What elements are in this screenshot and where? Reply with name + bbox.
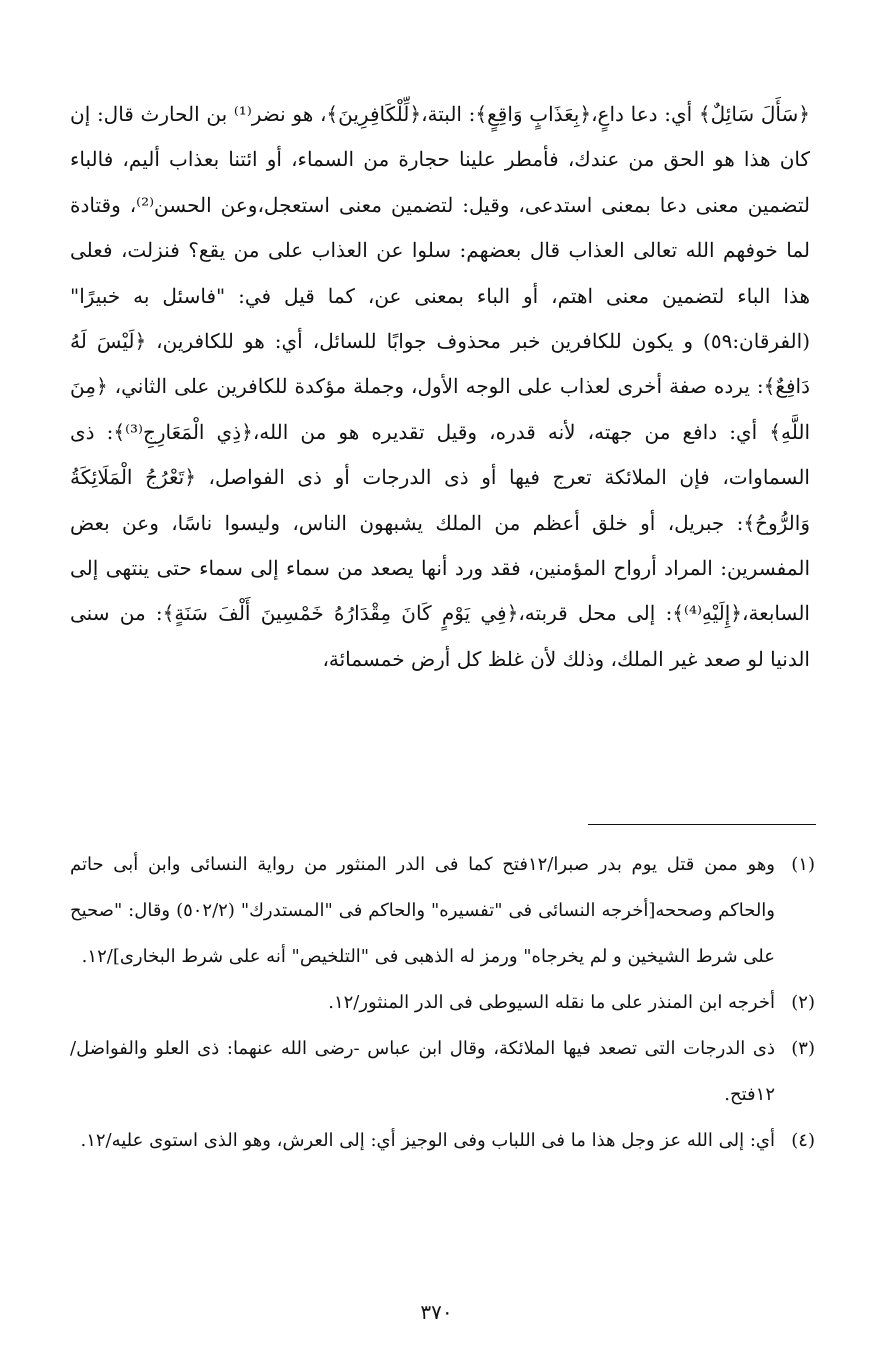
footnote-number: (٢) <box>791 992 815 1013</box>
page-number: ٣٧٠ <box>420 1300 453 1324</box>
main-text-block <box>70 92 810 682</box>
footnote-1 <box>70 842 815 980</box>
footnote-separator <box>588 824 816 825</box>
footnote-2 <box>70 980 815 1026</box>
footnote-text: أخرجه ابن المنذر على ما نقله السيوطى فى الدر المنثور/١٢. <box>328 992 775 1013</box>
footnote-number: (٤) <box>791 1130 815 1151</box>
footnote-number: (١) <box>791 854 815 875</box>
footnote-text: ذى الدرجات التى تصعد فيها الملائكة، وقال ابن عباس -رضى الله عنهما: ذى العلو والفواضل/١٢فتح. <box>70 1038 775 1105</box>
footnote-4 <box>70 1118 815 1164</box>
footnote-text: أي: إلى الله عز وجل هذا ما فى اللباب وفى الوجيز أي: إلى العرش، وهو الذى استوى عليه/١٢. <box>80 1130 775 1151</box>
footnote-number: (٣) <box>791 1038 815 1059</box>
footnotes <box>70 842 815 1164</box>
footnote-text: وهو ممن قتل يوم بدر صبرا/١٢فتح كما فى الدر المنثور من رواية النسائى وابن أبى حاتم والحاكم وصححه[أخرجه النسائى فى "تفسيره" والحاكم فى "المستدرك" (٥٠٢/٢) وقال: "صحيح على شرط الشيخين و لم يخرجاه" ورمز له الذهبى فى "التلخيص" أنه على شرط البخارى]/١٢. <box>70 854 776 967</box>
main-paragraph: ﴿سَأَلَ سَائِلٌ﴾ أي: دعا داعٍ،﴿بِعَذَابٍ وَاقِعٍ﴾: البتة،﴿لِّلْكَافِرِينَ﴾، هو نضر⁽¹⁾ بن الحارث قال: إن كان هذا هو الحق من عندك، فأمطر علينا حجارة من السماء، أو ائتنا بعذاب أليم، فالباء لتضمين معنى دعا بمعنى استدعى، وقيل: لتضمين معنى استعجل،وعن الحسن⁽²⁾، وقتادة لما خوفهم الله تعالى العذاب قال بعضهم: سلوا عن العذاب على من يقع؟ فنزلت، فعلى هذا الباء لتضمين معنى اهتم، أو الباء بمعنى عن، كما قيل في: "فاسئل به خبيرًا"(الفرقان:٥٩) و يكون للكافرين خبر محذوف جوابًا للسائل، أي: هو للكافرين، ﴿لَيْسَ لَهُ دَافِعٌ﴾: يرده صفة أخرى لعذاب على الوجه الأول، وجملة مؤكدة للكافرين على الثاني، ﴿مِنَ اللَّهِ﴾ أي: دافع من جهته، لأنه قدره، وقيل تقديره هو من الله،﴿ذِي الْمَعَارِجِ⁽³⁾﴾: ذى السماوات، فإن الملائكة تعرج فيها أو ذى الدرجات أو ذى الفواصل، ﴿تَعْرُجُ الْمَلَائِكَةُ وَالرُّوحُ﴾: جبريل، أو خلق أعظم من الملك يشبهون الناس، وليسوا ناسًا، وعن بعض المفسرين: المراد أرواح المؤمنين، فقد ورد أنها يصعد من سماء إلى سماء حتى ينتهى إلى السابعة،﴿إِلَيْهِ⁽⁴⁾﴾: إلى محل قربته،﴿فِي يَوْمٍ كَانَ مِقْدَارُهُ خَمْسِينَ أَلْفَ سَنَةٍ﴾: من سنى الدنيا لو صعد غير الملك، وذلك لأن غلظ كل أرض خمسمائة، <box>70 102 811 671</box>
footnote-3 <box>70 1026 815 1118</box>
